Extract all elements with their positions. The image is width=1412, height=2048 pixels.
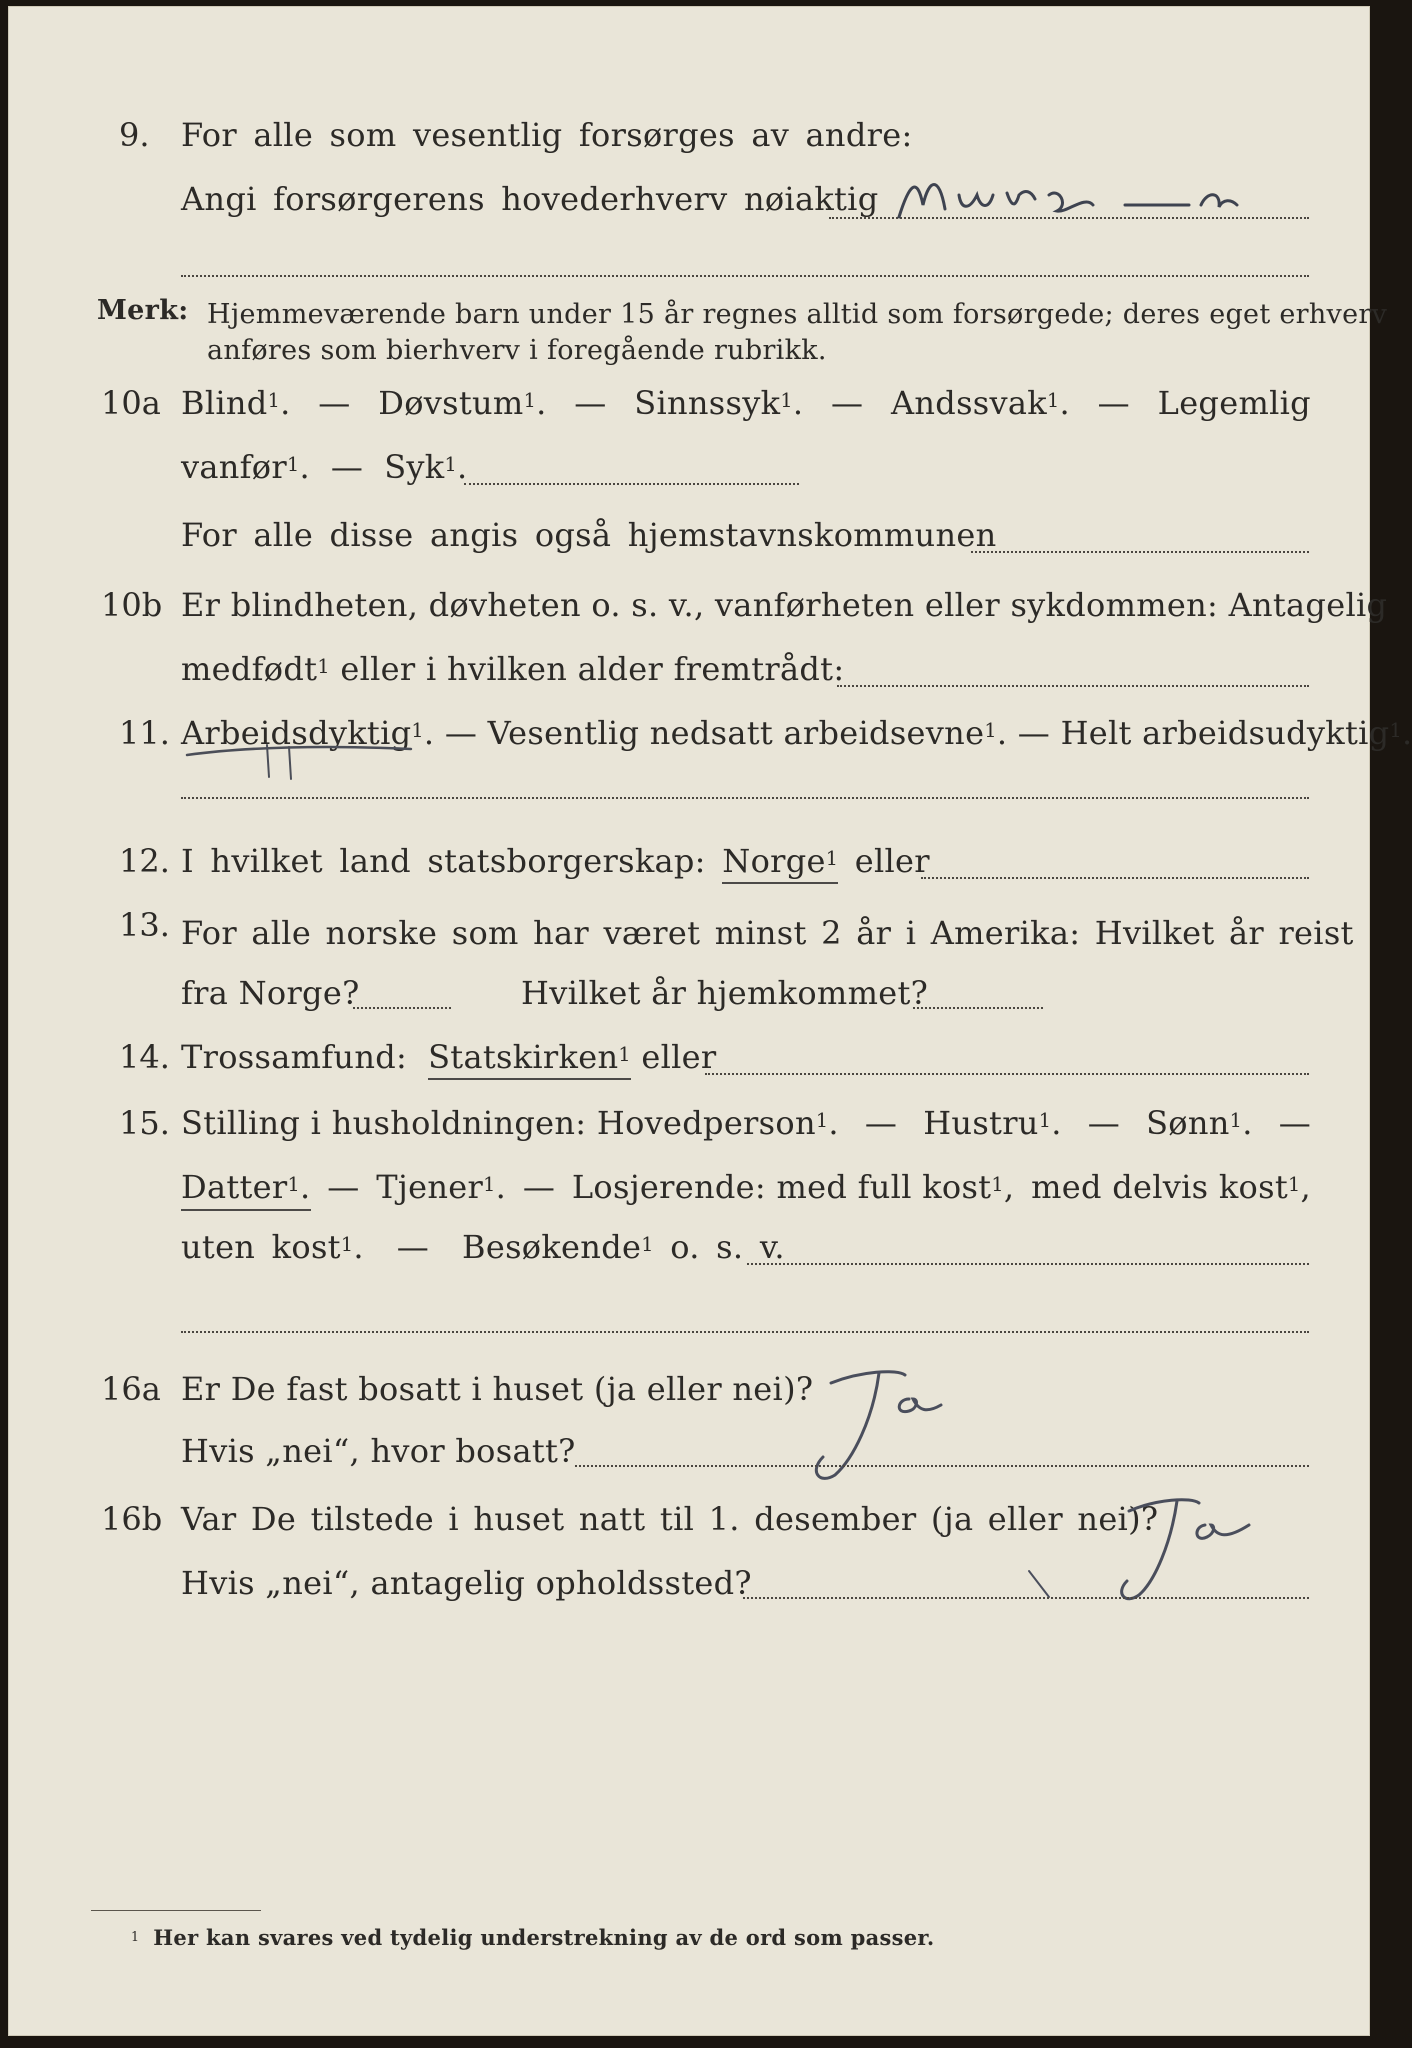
q11-number: 11.	[119, 714, 170, 752]
q16a-number: 16a	[101, 1370, 161, 1408]
q16a-line2: Hvis „nei“, hvor bosatt?	[181, 1432, 576, 1470]
q9-number: 9.	[119, 116, 150, 154]
q16b-line2: Hvis „nei“, antagelig opholdssted?	[181, 1564, 752, 1602]
q16b-answer-line	[743, 1597, 1309, 1599]
q16b-line1: Var De tilstede i huset natt til 1. desember (ja eller nei)?	[181, 1500, 1159, 1538]
q13-hjem-line	[913, 1007, 1043, 1009]
q12-norge-underlined: Norge$^1$	[722, 842, 838, 884]
q10b-answer-line	[837, 685, 1309, 687]
q15-number: 15.	[119, 1104, 170, 1142]
q10b-line2: medfødt$^1$ eller i hvilken alder fremtrådt:	[181, 650, 845, 688]
q13-fra-line	[353, 1007, 451, 1009]
q10a-line2: vanfør$^1$. — Syk$^1$.	[181, 448, 468, 486]
q15-datter-underlined: Datter$^1$.	[181, 1167, 311, 1211]
footnote: $^1$ Her kan svares ved tydelig understrekning av de ord som passer.	[131, 1925, 935, 1950]
q12-line: I hvilket land statsborgerskap: Norge$^1$ eller	[181, 841, 930, 881]
q11-arbeidsdyktig: Arbeidsdyktig	[181, 714, 412, 752]
q10b-line1: Er blindheten, døvheten o. s. v., vanførheten eller sykdommen: Antagelig	[181, 586, 1388, 624]
q11-line: Arbeidsdyktig$^1$. — Vesentlig nedsatt arbeidsevne$^1$. — Helt arbeidsudyktig$^1$.	[181, 714, 1412, 752]
q16b-handwritten-answer	[1099, 1485, 1279, 1615]
q15-line2: Datter$^1$. — Tjener$^1$. — Losjerende: med full kost$^1$, med delvis kost$^1$,	[181, 1167, 1311, 1211]
census-form-page	[8, 6, 1412, 2036]
q16a-line1: Er De fast bosatt i huset (ja eller nei)?	[181, 1370, 814, 1408]
q9-line2: Angi forsørgerens hovederhverv nøiaktig	[181, 180, 879, 218]
q10a-syk-line	[464, 483, 799, 485]
q15-extra-line	[181, 1331, 1309, 1333]
q10a-line1: Blind$^1$. — Døvstum$^1$. — Sinnssyk$^1$. — Andssvak$^1$. — Legemlig	[181, 384, 1311, 422]
q10a-line3: For alle disse angis også hjemstavnskommunen	[181, 516, 997, 554]
q14-answer-line	[705, 1073, 1309, 1075]
q9-handwritten-answer	[889, 165, 1269, 235]
q14-line: Trossamfund: Statskirken$^1$ eller	[181, 1037, 717, 1077]
q9-line1: For alle som vesentlig forsørges av andre:	[181, 116, 913, 154]
q15-answer-line	[747, 1263, 1309, 1265]
q13-line1: For alle norske som har været minst 2 år i Amerika: Hvilket år reist	[181, 914, 1354, 952]
q11-extra-line	[181, 797, 1309, 799]
merk-line1: Hjemmeværende barn under 15 år regnes alltid som forsørgede; deres eget erhverv	[207, 299, 1388, 330]
q12-number: 12.	[119, 842, 170, 880]
q10b-number: 10b	[101, 586, 163, 624]
q16a-answer-line	[575, 1465, 1309, 1467]
q12-answer-line	[921, 877, 1309, 879]
q14-statskirken-underlined: Statskirken$^1$	[428, 1038, 631, 1080]
q16a-handwritten-answer	[801, 1359, 981, 1489]
q15-line1: Stilling i husholdningen: Hovedperson$^1$. — Hustru$^1$. — Sønn$^1$. —	[181, 1104, 1311, 1142]
q10a-kommune-line	[971, 551, 1309, 553]
svg-text:Ja: Ja	[801, 1359, 802, 1360]
svg-text:Ja: Ja	[1099, 1485, 1100, 1486]
q13-hjem: Hvilket år hjemkommet?	[521, 974, 929, 1012]
q15-line3: uten kost$^1$. — Besøkende$^1$ o. s. v.	[181, 1228, 785, 1266]
q13-fra: fra Norge?	[181, 974, 360, 1012]
q14-number: 14.	[119, 1038, 170, 1076]
q13-number: 13.	[119, 906, 170, 944]
q11-underline-mark	[185, 737, 415, 787]
footnote-rule	[91, 1910, 261, 1911]
q16b-number: 16b	[101, 1500, 163, 1538]
svg-text:Mures a: Mures a	[889, 225, 894, 226]
q10a-number: 10a	[101, 384, 161, 422]
q9-extra-line	[181, 275, 1309, 277]
merk-label: Merk:	[97, 295, 189, 326]
merk-line2: anføres som bierhverv i foregående rubrikk.	[207, 335, 827, 366]
